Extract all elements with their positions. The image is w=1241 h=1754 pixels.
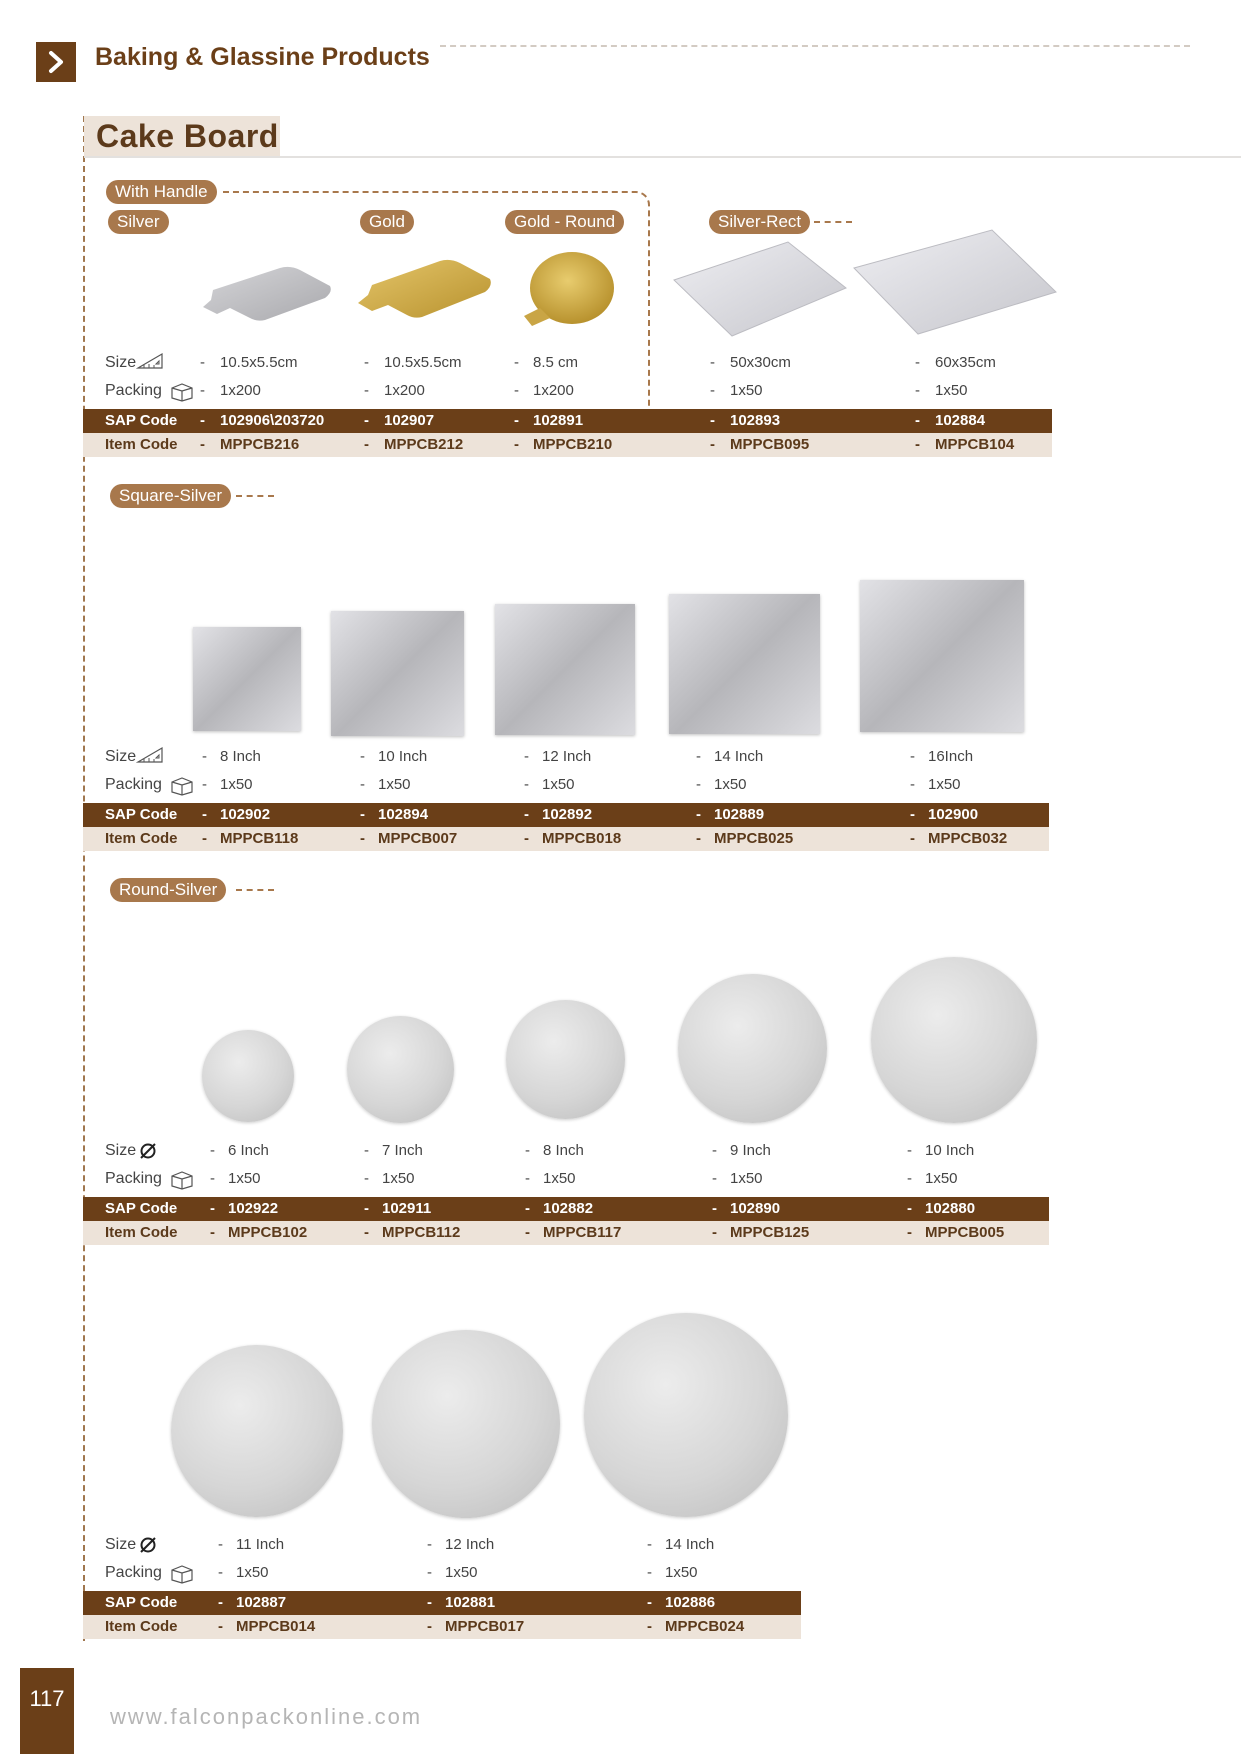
dash: - (710, 412, 715, 429)
dash: - (202, 806, 207, 823)
item-code: MPPCB104 (935, 436, 1015, 453)
dash: - (910, 830, 915, 847)
product-image-round-14 (584, 1313, 788, 1517)
item-code: MPPCB212 (384, 436, 464, 453)
sap-code: 102887 (236, 1594, 287, 1611)
dash: - (647, 1536, 652, 1553)
silver-rect-pill: Silver-Rect (709, 210, 810, 234)
dash: - (907, 1142, 912, 1159)
dash: - (525, 1224, 530, 1241)
packing-label: Packing (105, 382, 162, 399)
dash: - (364, 354, 369, 371)
item-code: MPPCB005 (925, 1224, 1005, 1241)
product-size: 14 Inch (665, 1536, 715, 1553)
sap-code: 102922 (228, 1200, 279, 1217)
sap-code: 102882 (543, 1200, 594, 1217)
dash: - (218, 1564, 223, 1581)
dash: - (696, 806, 701, 823)
size-label: Size (105, 354, 137, 371)
dash: - (364, 412, 369, 429)
dash: - (364, 1142, 369, 1159)
product-size: 6 Inch (228, 1142, 269, 1159)
section-guide-line (83, 116, 85, 1641)
box-icon (168, 776, 196, 796)
item-code: MPPCB018 (542, 830, 622, 847)
dash: - (514, 354, 519, 371)
packing-label: Packing (105, 1170, 162, 1187)
dash: - (364, 1170, 369, 1187)
sap-code: 102880 (925, 1200, 976, 1217)
product-size: 10.5x5.5cm (384, 354, 462, 371)
dash: - (907, 1200, 912, 1217)
product-packing: 1x50 (928, 776, 961, 793)
product-packing: 1x200 (384, 382, 425, 399)
dash: - (210, 1200, 215, 1217)
product-packing: 1x50 (382, 1170, 415, 1187)
product-image-round-10 (871, 957, 1037, 1123)
sap-code-label: SAP Code (105, 1200, 178, 1217)
item-code-label: Item Code (105, 830, 178, 847)
product-image-gold-round (510, 250, 620, 335)
footer-url[interactable]: www.falconpackonline.com (110, 1704, 423, 1729)
dash: - (910, 806, 915, 823)
dash: - (360, 806, 365, 823)
product-size: 8 Inch (220, 748, 261, 765)
dash: - (210, 1142, 215, 1159)
dash: - (712, 1224, 717, 1241)
header-divider (440, 45, 1190, 47)
diameter-icon (138, 1535, 158, 1555)
dash: - (710, 382, 715, 399)
dash: - (525, 1170, 530, 1187)
size-label: Size (105, 748, 137, 765)
triangle-ruler-icon (136, 352, 164, 370)
dash: - (360, 748, 365, 765)
item-code: MPPCB025 (714, 830, 794, 847)
dash: - (915, 436, 920, 453)
diameter-icon (138, 1141, 158, 1161)
sap-code: 102884 (935, 412, 986, 429)
sap-code: 102907 (384, 412, 435, 429)
product-image-round-12 (372, 1330, 560, 1518)
dash: - (200, 354, 205, 371)
product-packing: 1x50 (378, 776, 411, 793)
product-size: 12 Inch (445, 1536, 495, 1553)
item-code: MPPCB112 (382, 1224, 461, 1241)
sap-code: 102891 (533, 412, 584, 429)
product-image-silver-rect-50x30 (670, 240, 850, 340)
dash: - (218, 1618, 223, 1635)
with-handle-pill: With Handle (106, 180, 217, 204)
product-packing: 1x50 (228, 1170, 261, 1187)
dash: - (524, 776, 529, 793)
dash: - (364, 1224, 369, 1241)
sap-code: 102881 (445, 1594, 496, 1611)
product-image-square-8 (193, 627, 301, 731)
dash: - (525, 1200, 530, 1217)
item-code-label: Item Code (105, 436, 178, 453)
item-code: MPPCB032 (928, 830, 1008, 847)
product-size: 11 Inch (236, 1536, 285, 1553)
product-packing: 1x50 (730, 1170, 763, 1187)
dash: - (712, 1170, 717, 1187)
dash: - (696, 748, 701, 765)
product-size: 8.5 cm (533, 354, 579, 371)
product-size: 14 Inch (714, 748, 764, 765)
product-packing: 1x50 (445, 1564, 478, 1581)
product-size: 10.5x5.5cm (220, 354, 298, 371)
page-number: 117 (29, 1686, 65, 1711)
product-image-square-16 (860, 580, 1024, 732)
product-size: 50x30cm (730, 354, 791, 371)
product-size: 8 Inch (543, 1142, 584, 1159)
packing-label: Packing (105, 1564, 162, 1581)
dash: - (647, 1618, 652, 1635)
silver-rect-dash (814, 221, 852, 223)
dash: - (712, 1200, 717, 1217)
dash: - (910, 748, 915, 765)
item-code: MPPCB117 (543, 1224, 622, 1241)
dash: - (915, 354, 920, 371)
dash: - (710, 436, 715, 453)
item-code: MPPCB014 (236, 1618, 316, 1635)
dash: - (364, 1200, 369, 1217)
dash: - (427, 1536, 432, 1553)
sap-code-label: SAP Code (105, 412, 178, 429)
sap-code-label: SAP Code (105, 806, 178, 823)
dash: - (524, 830, 529, 847)
item-code-label: Item Code (105, 1618, 178, 1635)
round-silver-dash (236, 889, 274, 891)
item-code: MPPCB102 (228, 1224, 308, 1241)
square-silver-pill: Square-Silver (110, 484, 231, 508)
dash: - (514, 382, 519, 399)
product-packing: 1x50 (714, 776, 747, 793)
dash: - (524, 748, 529, 765)
product-image-silver-handle (195, 262, 335, 332)
product-packing: 1x50 (925, 1170, 958, 1187)
packing-label: Packing (105, 776, 162, 793)
product-image-round-9 (678, 974, 827, 1123)
product-size: 7 Inch (382, 1142, 423, 1159)
dash: - (364, 382, 369, 399)
dash: - (202, 830, 207, 847)
sap-code: 102889 (714, 806, 765, 823)
item-code: MPPCB210 (533, 436, 613, 453)
item-code: MPPCB125 (730, 1224, 810, 1241)
item-code: MPPCB118 (220, 830, 299, 847)
item-code: MPPCB216 (220, 436, 300, 453)
page-header-title: Baking & Glassine Products (95, 43, 430, 71)
section-title: Cake Board (96, 118, 279, 154)
product-packing: 1x50 (236, 1564, 269, 1581)
dash: - (210, 1224, 215, 1241)
triangle-ruler-icon (136, 746, 164, 764)
dash: - (360, 830, 365, 847)
dash: - (915, 412, 920, 429)
sap-code: 102886 (665, 1594, 716, 1611)
dash: - (696, 776, 701, 793)
dash: - (712, 1142, 717, 1159)
round-silver-pill: Round-Silver (110, 878, 226, 902)
dash: - (907, 1170, 912, 1187)
size-label: Size (105, 1142, 137, 1159)
dash: - (218, 1594, 223, 1611)
item-code: MPPCB024 (665, 1618, 745, 1635)
sap-code: 102894 (378, 806, 429, 823)
dash: - (427, 1618, 432, 1635)
product-image-round-11 (171, 1345, 343, 1517)
dash: - (200, 436, 205, 453)
sap-code: 102892 (542, 806, 593, 823)
sap-code: 102911 (382, 1200, 432, 1217)
product-packing: 1x200 (220, 382, 261, 399)
product-image-round-8 (506, 1000, 625, 1119)
dash: - (218, 1536, 223, 1553)
dash: - (647, 1564, 652, 1581)
sap-code: 102893 (730, 412, 781, 429)
sap-code: 102902 (220, 806, 271, 823)
product-size: 9 Inch (730, 1142, 771, 1159)
dash: - (210, 1170, 215, 1187)
box-icon (168, 382, 196, 402)
item-code-label: Item Code (105, 1224, 178, 1241)
chevron-right-icon (36, 42, 76, 82)
dash: - (915, 382, 920, 399)
dash: - (647, 1594, 652, 1611)
dash: - (360, 776, 365, 793)
sap-code: 102890 (730, 1200, 781, 1217)
product-image-gold-handle (350, 255, 495, 330)
product-image-square-10 (331, 611, 464, 736)
product-size: 10 Inch (925, 1142, 975, 1159)
product-packing: 1x50 (220, 776, 253, 793)
dash: - (427, 1594, 432, 1611)
dash: - (364, 436, 369, 453)
product-packing: 1x50 (935, 382, 968, 399)
gold-pill: Gold (360, 210, 414, 234)
product-packing: 1x50 (542, 776, 575, 793)
dash: - (525, 1142, 530, 1159)
sap-code: 102906\203720 (220, 412, 325, 429)
dash: - (514, 412, 519, 429)
product-size: 12 Inch (542, 748, 592, 765)
product-size: 10 Inch (378, 748, 428, 765)
dash: - (710, 354, 715, 371)
dash: - (514, 436, 519, 453)
silver-pill: Silver (108, 210, 169, 234)
product-size: 16Inch (928, 748, 974, 765)
dash: - (202, 748, 207, 765)
sap-code-label: SAP Code (105, 1594, 178, 1611)
size-label: Size (105, 1536, 137, 1553)
product-packing: 1x50 (730, 382, 763, 399)
section-title-underline (84, 156, 1241, 158)
product-image-round-6 (202, 1030, 294, 1122)
dash: - (696, 830, 701, 847)
gold-round-pill: Gold - Round (505, 210, 624, 234)
product-packing: 1x50 (665, 1564, 698, 1581)
product-image-round-7 (347, 1016, 454, 1123)
product-image-square-14 (669, 594, 820, 734)
square-silver-dash (236, 495, 274, 497)
item-code: MPPCB007 (378, 830, 458, 847)
product-packing: 1x200 (533, 382, 574, 399)
dash: - (524, 806, 529, 823)
dash: - (427, 1564, 432, 1581)
dash: - (200, 382, 205, 399)
product-packing: 1x50 (543, 1170, 576, 1187)
box-icon (168, 1564, 196, 1584)
sap-code: 102900 (928, 806, 979, 823)
item-code: MPPCB095 (730, 436, 810, 453)
item-code: MPPCB017 (445, 1618, 525, 1635)
dash: - (907, 1224, 912, 1241)
dash: - (202, 776, 207, 793)
dash: - (910, 776, 915, 793)
product-image-silver-rect-60x35 (850, 228, 1060, 338)
product-size: 60x35cm (935, 354, 996, 371)
product-image-square-12 (495, 604, 635, 735)
dash: - (200, 412, 205, 429)
box-icon (168, 1170, 196, 1190)
